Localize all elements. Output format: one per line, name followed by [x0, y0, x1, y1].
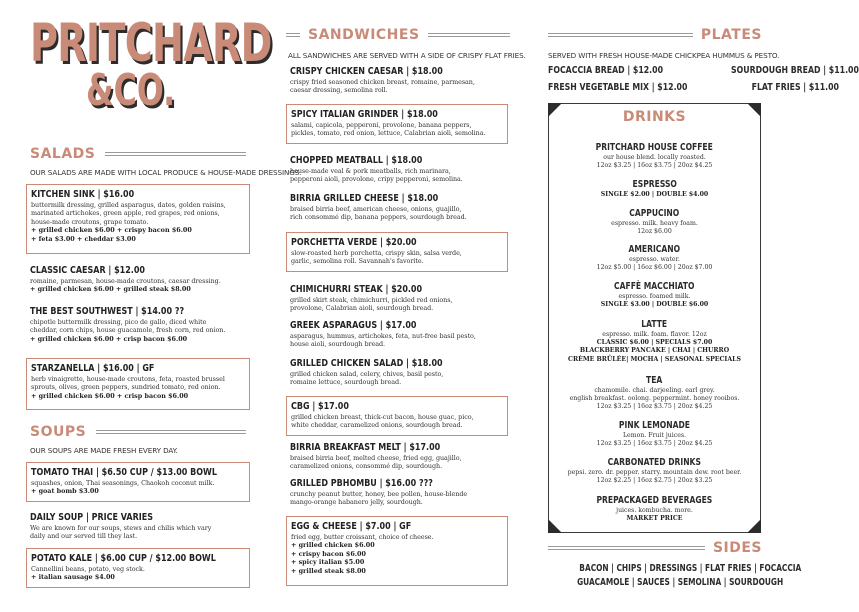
item-desc: pepperoni aioli, provolone, cripy pepperoni, semolina. [290, 175, 463, 184]
item-desc: braised birria beef, melted cheese, fried egg, guajillo, [290, 454, 462, 462]
soups-title: SOUPS [30, 424, 87, 440]
sides-header [548, 540, 762, 556]
drink-name: ESPRESSO [632, 179, 677, 190]
menu-item-daily-soup [30, 511, 252, 541]
item-name: SPICY ITALIAN GRINDER | $18.00 [291, 109, 438, 120]
drink-price: MARKET PRICE [626, 515, 683, 523]
salads-note: OUR SALADS ARE MADE WITH LOCAL PRODUCE & HOUSE-MADE DRESSINGS. [30, 168, 302, 177]
menu-item-birria-breakfast-melt [290, 441, 512, 471]
drinks-panel [548, 103, 761, 533]
drink-desc: Lemon. Fruit juices. [622, 432, 687, 439]
salads-header [30, 146, 246, 162]
item-name: BIRRIA GRILLED CHEESE | $18.00 [290, 193, 439, 204]
item-addons: + italian sausage $4.00 [31, 573, 115, 582]
drink-prepackaged [549, 488, 760, 523]
brand-suffix: &CO. [86, 65, 176, 116]
plates-row-2 [548, 82, 839, 93]
drink-desc: chamomile. chai. darjeeling. earl grey. [594, 387, 715, 394]
item-desc: grilled chicken breast, thick-cut bacon, house guac, pico, [291, 413, 474, 421]
drink-latte [549, 312, 760, 364]
item-addons: + grilled steak $8.00 [291, 566, 366, 575]
drink-name: CAPPUCINO [629, 208, 680, 219]
item-addons: + grilled chicken $6.00 + crisp bacon $6.00 [31, 391, 189, 400]
item-addons: + spicy italian $5.00 [291, 558, 365, 567]
item-desc: asparagus, hummus, artichokes, feta, nut-free basil pesto, [290, 332, 476, 340]
item-desc: house-made veal & pork meatballs, rich marinara, [290, 167, 451, 175]
plates-rule [548, 33, 693, 37]
item-name: EGG & CHEESE | $7.00 | GF [291, 521, 412, 532]
drink-price: 12oz $3.25 | 16oz $3.75 | 20oz $4.25 [596, 403, 713, 411]
sides-items: BACON | CHIPS | DRESSINGS | FLAT FRIES | FOCACCIA [579, 563, 802, 574]
menu-item-porchetta-verde [286, 232, 508, 272]
drink-name: CAFFÈ MACCHIATO [614, 281, 695, 292]
drink-flavors: CRÈME BRÛLÉE| MOCHA | SEASONAL SPECIALS [568, 355, 741, 363]
menu-item-classic-caesar [30, 264, 252, 294]
item-desc: crispy fried seasoned chicken breast, romaine, parmesan, [290, 78, 475, 86]
item-desc: caesar dressing, semolina roll. [290, 86, 388, 95]
drink-name: PINK LEMONADE [618, 420, 691, 431]
drink-price: 12oz $3.25 | 16oz $3.75 | 20oz $4.25 [596, 162, 713, 170]
item-addons: + crispy bacon $6.00 [291, 549, 366, 558]
drink-name: LATTE [641, 319, 668, 330]
brand-logo [30, 13, 272, 116]
item-name: CHIMICHURRI STEAK | $20.00 [290, 284, 423, 295]
item-desc: daily and our served till they last. [30, 532, 138, 541]
salads-title: SALADS [30, 146, 96, 162]
plates-title: PLATES [700, 27, 762, 43]
soups-rule [96, 430, 246, 434]
menu-item-spicy-italian-grinder [286, 104, 508, 144]
drink-name: PRITCHARD HOUSE COFFEE [595, 142, 714, 153]
item-desc: squashes, onion, Thai seasonings, Chaokoh coconut milk. [31, 479, 215, 487]
soups-header [30, 424, 246, 440]
drink-flavors: BLACKBERRY PANCAKE | CHAI | CHURRO [579, 347, 730, 355]
item-desc: chipotle buttermilk dressing, pico de gallo, diced white [30, 318, 207, 326]
item-addons: + grilled chicken $6.00 [291, 541, 375, 550]
item-name: STARZANELLA | $16.00 | GF [31, 363, 155, 374]
item-name: POTATO KALE | $6.00 CUP / $12.00 BOWL [31, 553, 216, 564]
item-desc: sprouts, olives, green peppers, sundried tomato, red onion. [31, 383, 221, 392]
item-name: GRILLED PBHOMBU | $16.00 ??? [290, 478, 433, 489]
drink-pink-lemonade [549, 413, 760, 448]
drink-desc: our house blend. locally roasted. [603, 154, 706, 161]
drink-name: TEA [646, 375, 663, 386]
drink-price: SINGLE $2.00 | DOUBLE $4.00 [600, 191, 709, 198]
item-desc: cheddar, corn chips, house guacamole, fresh corn, red onion. [30, 326, 226, 335]
plate-item: FOCACCIA BREAD | $12.00 [548, 65, 664, 76]
drink-tea [549, 368, 760, 412]
menu-item-greek-asparagus [290, 319, 512, 349]
item-desc: herb vinaigrette, house-made croutons, feta, roasted brussel [31, 375, 225, 383]
item-name: THE BEST SOUTHWEST | $14.00 ?? [30, 306, 185, 317]
item-addons: + grilled chicken $6.00 + crispy bacon $6.00 [31, 226, 192, 235]
item-desc: fried egg, butter croissant, choice of cheese. [291, 533, 434, 541]
drink-cappucino [549, 201, 760, 236]
item-desc: Cannellini beans, potato, veg stock. [31, 565, 145, 573]
item-desc: marinated artichokes, green apple, red grapes, red onions, [31, 209, 220, 218]
sandwiches-title: SANDWICHES [308, 27, 420, 43]
soups-note: OUR SOUPS ARE MADE FRESH EVERY DAY. [30, 446, 178, 455]
drink-desc: espresso. milk. foam. flavor. 12oz [602, 331, 707, 338]
drink-desc: pepsi. zero. dr. pepper. starry. mountain dew. root beer. [567, 469, 742, 476]
item-desc: slow-roasted herb porchetta, crispy skin, salsa verde, [291, 249, 462, 257]
item-desc: rich consommé dip, banana peppers, sourdough bread. [290, 213, 467, 222]
item-desc: salami, capicola, pepperoni, provolone, banana peppers, [291, 121, 472, 129]
item-desc: We are known for our soups, stews and chilis which vary [30, 524, 212, 532]
item-desc: house aioli, sourdough bread. [290, 340, 386, 349]
drink-price: 12oz $5.00 | 16oz $6.00 | 20oz $7.00 [596, 264, 713, 272]
drink-price: 12oz $6.00 [637, 228, 672, 236]
item-name: TOMATO THAI | $6.50 CUP / $13.00 BOWL [31, 467, 217, 478]
drink-americano [549, 237, 760, 272]
menu-item-kitchen-sink [26, 184, 250, 254]
item-addons: + grilled chicken $6.00 + crisp bacon $6.00 [30, 334, 188, 343]
item-name: CRISPY CHICKEN CAESAR | $18.00 [290, 66, 443, 77]
drink-price: SINGLE $3.00 | DOUBLE $6.00 [600, 301, 709, 309]
menu-item-cbg [286, 396, 508, 436]
drink-desc: espresso. milk. heavy foam. [611, 220, 698, 227]
menu-item-egg-and-cheese [286, 516, 508, 586]
menu-item-chopped-meatball [290, 154, 512, 184]
menu-item-grilled-chicken-salad [290, 357, 512, 387]
item-addons: + grilled chicken $6.00 + grilled steak $8.00 [30, 285, 191, 294]
salads-rule [105, 152, 246, 156]
menu-item-birria-grilled-cheese [290, 192, 512, 222]
drink-carbonated [549, 450, 760, 485]
item-desc: white cheddar, caramelized onions, sourdough bread. [291, 421, 463, 430]
sandwiches-note: ALL SANDWICHES ARE SERVED WITH A SIDE OF CRISPY FLAT FRIES. [288, 51, 526, 60]
item-desc: grilled skirt steak, chimichurri, pickled red onions, [290, 296, 453, 304]
item-name: DAILY SOUP | PRICE VARIES [30, 512, 153, 523]
sides-title: SIDES [712, 540, 762, 556]
item-name: CBG | $17.00 [291, 401, 349, 412]
drink-name: PREPACKAGED BEVERAGES [596, 495, 713, 506]
drink-desc: espresso. water. [629, 256, 680, 263]
item-desc: braised birria beef, american cheese, onions, guajillo, [290, 205, 462, 213]
item-name: PORCHETTA VERDE | $20.00 [291, 237, 417, 248]
item-desc: caramelized onions, consommé dip, sourdough. [290, 462, 443, 471]
sandwiches-rule [286, 33, 300, 37]
item-name: KITCHEN SINK | $16.00 [31, 189, 135, 200]
drink-desc: juices. kombucha. more. [616, 507, 693, 514]
menu-item-grilled-pbhombu [290, 477, 512, 507]
drink-caffe-macchiato [549, 274, 760, 309]
plate-item: FRESH VEGETABLE MIX | $12.00 [548, 82, 688, 93]
sides-rule [548, 546, 705, 550]
menu-item-tomato-thai [26, 462, 250, 502]
drink-name: AMERICANO [628, 244, 681, 255]
drinks-title: DRINKS [622, 109, 687, 125]
menu-item-crispy-chicken-caesar [290, 65, 512, 95]
item-addons: + feta $3.00 + cheddar $3.00 [31, 234, 136, 243]
sides-list-1 [548, 563, 802, 574]
menu-item-potato-kale [26, 548, 250, 588]
drink-desc: english breakfast. oolong. peppermint. honey rooibos. [569, 395, 740, 403]
item-desc: garlic, semolina roll. Savannah's favorite. [291, 257, 424, 266]
item-desc: crunchy peanut butter, honey, bee pollen, house-blende [290, 490, 468, 498]
drink-name: CARBONATED DRINKS [607, 457, 702, 468]
drink-house-coffee [549, 135, 760, 170]
brand-name: PRITCHARD [30, 13, 272, 74]
item-name: BIRRIA BREAKFAST MELT | $17.00 [290, 442, 441, 453]
item-desc: pickles, tomato, red onion, lettuce, Calabrian aioli, semolina. [291, 129, 486, 138]
menu-item-starzanella [26, 358, 250, 410]
item-desc: romaine, parmesan, house-made croutons, caesar dressing. [30, 277, 221, 285]
drink-price: CLASSIC $6.00 | SPECIALS $7.00 [596, 339, 713, 347]
item-desc: provolone, Calabrian aioli, sourdough bread. [290, 304, 434, 313]
sandwiches-rule [428, 33, 510, 37]
menu-item-best-southwest [30, 305, 252, 343]
item-name: GRILLED CHICKEN SALAD | $18.00 [290, 358, 443, 369]
drink-price: 12oz $2.25 | 16oz $2.75 | 20oz $3.25 [596, 477, 713, 485]
item-desc: house-made croutons, grape tomato. [31, 217, 149, 226]
item-desc: grilled chicken salad, celery, chives, basil pesto, [290, 370, 444, 378]
item-desc: buttermilk dressing, grilled asparagus, dates, golden raisins, [31, 201, 226, 209]
sandwiches-header [286, 27, 510, 43]
menu-item-chimichurri-steak [290, 283, 512, 313]
plate-item: FLAT FRIES | $11.00 [751, 82, 839, 93]
plates-row-1 [548, 65, 859, 76]
item-addons: + goat bomb $3.00 [31, 487, 99, 496]
item-name: CHOPPED MEATBALL | $18.00 [290, 155, 423, 166]
sides-items: GUACAMOLE | SAUCES | SEMOLINA | SOURDOUGH [577, 577, 784, 588]
drink-price: 12oz $3.25 | 16oz $3.75 | 20oz $4.25 [596, 440, 713, 448]
plates-note: SERVED WITH FRESH HOUSE-MADE CHICKPEA HUMMUS & PESTO. [548, 51, 780, 60]
item-name: GREEK ASPARAGUS | $17.00 [290, 320, 417, 331]
drink-desc: espresso. foamed milk. [618, 293, 691, 300]
item-name: CLASSIC CAESAR | $12.00 [30, 265, 145, 276]
plates-header [548, 27, 762, 43]
plate-item: SOURDOUGH BREAD | $11.00 [731, 65, 859, 76]
sides-list-2 [548, 577, 784, 588]
item-desc: romaine lettuce, sourdough bread. [290, 378, 402, 387]
item-desc: mango-orange habanero jelly, sourdough. [290, 498, 423, 507]
drink-espresso [549, 172, 760, 199]
